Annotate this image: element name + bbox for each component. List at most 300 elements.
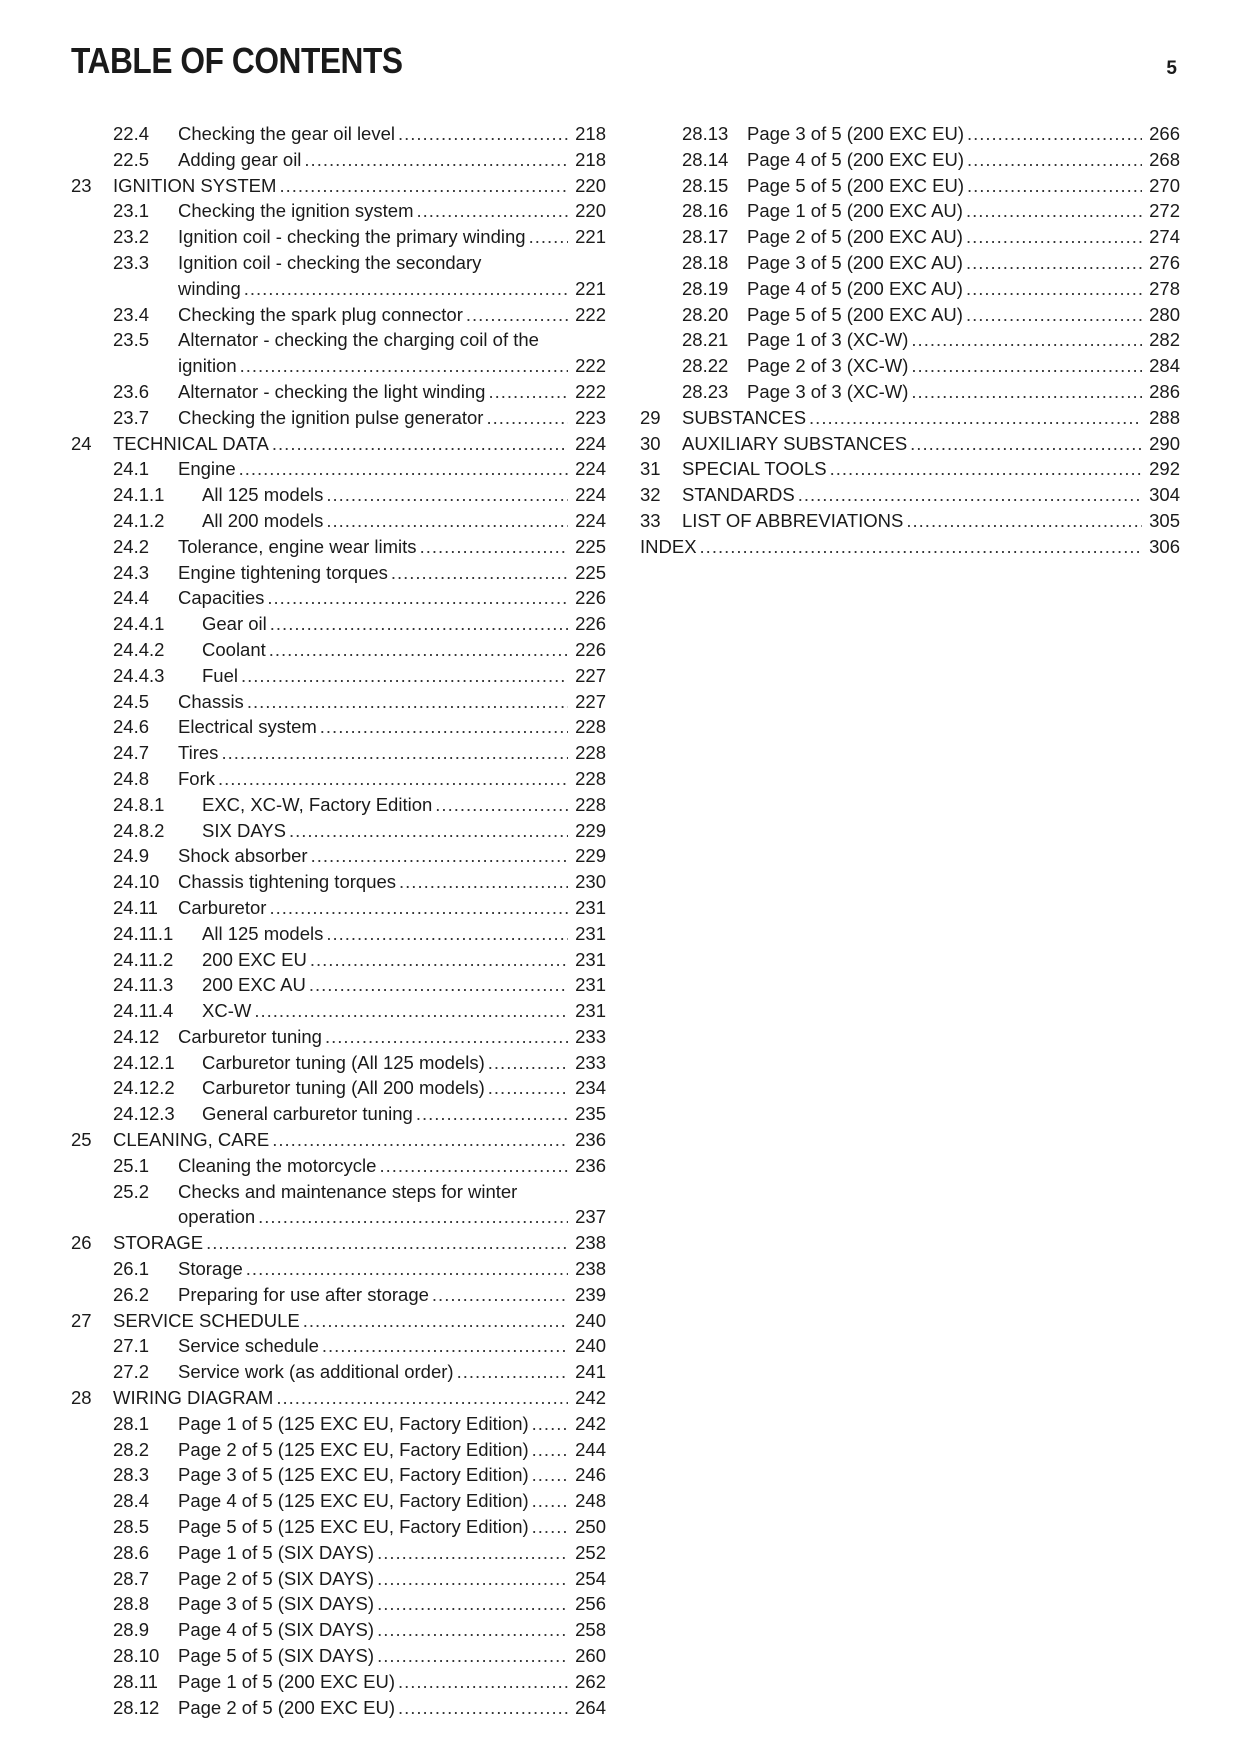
toc-entry[interactable] [71,1617,606,1643]
toc-entry-number: 23.2 [113,226,150,248]
toc-entry[interactable] [640,224,1180,250]
toc-entry[interactable] [640,302,1180,328]
dot-leader [532,1488,568,1514]
toc-entry[interactable] [71,895,606,921]
toc-entry-number: 23.1 [113,200,150,222]
dot-leader [399,869,568,895]
dot-leader [532,1437,568,1463]
dot-leader [529,224,568,250]
toc-entry[interactable] [640,379,1180,405]
toc-entry-page: 231 [575,1000,606,1022]
toc-entry-title: Page 2 of 3 (XC-W) [747,355,909,377]
toc-entry-number: 29 [640,406,661,428]
toc-entry-number: 23.3 [113,251,150,273]
toc-entry[interactable] [71,998,606,1024]
toc-entry-number: 24.8.1 [113,793,165,815]
toc-entry-title: Carburetor tuning [178,1025,322,1047]
toc-entry[interactable] [71,431,606,457]
toc-entry-title: Cleaning the motorcycle [178,1154,377,1176]
toc-entry-title: SPECIAL TOOLS [682,458,827,480]
toc-entry[interactable] [71,843,606,869]
toc-entry-title: Checking the spark plug connector [178,303,463,325]
dot-leader [967,173,1142,199]
toc-entry[interactable] [71,1462,606,1488]
toc-entry-page: 224 [575,484,606,506]
toc-entry[interactable] [71,302,606,328]
toc-entry-title: Page 3 of 3 (XC-W) [747,380,909,402]
toc-entry[interactable] [71,1230,606,1256]
dot-leader [221,740,568,766]
toc-entry-title: Engine tightening torques [178,561,388,583]
toc-entry[interactable] [71,1282,606,1308]
toc-entry[interactable] [640,250,1180,276]
toc-entry-title: Page 4 of 5 (200 EXC AU) [747,277,963,299]
toc-entry-title: Page 2 of 5 (200 EXC EU) [178,1696,395,1718]
toc-entry-page: 256 [575,1593,606,1615]
toc-entry-page: 241 [575,1361,606,1383]
toc-entry-title: Page 5 of 5 (125 EXC EU, Factory Edition) [178,1516,529,1538]
dot-leader [379,1153,568,1179]
dot-leader [532,1462,568,1488]
toc-entry[interactable] [71,1566,606,1592]
toc-entry-page: 272 [1149,200,1180,222]
toc-entry[interactable] [640,353,1180,379]
toc-entry-page: 242 [575,1412,606,1434]
dot-leader [218,766,568,792]
dot-leader [311,843,568,869]
toc-entry[interactable] [71,173,606,199]
toc-entry[interactable] [640,121,1180,147]
toc-entry[interactable] [71,585,606,611]
toc-entry-page: 228 [575,767,606,789]
toc-entry[interactable] [71,456,606,482]
toc-entry[interactable] [71,379,606,405]
toc-entry-page: 226 [575,638,606,660]
toc-entry-title: Tolerance, engine wear limits [178,535,417,557]
dot-leader [906,508,1142,534]
dot-leader [377,1643,568,1669]
toc-entry-title: CLEANING, CARE [113,1129,270,1151]
toc-entry-page: 258 [575,1619,606,1641]
dot-leader [254,998,568,1024]
toc-entry[interactable] [640,198,1180,224]
toc-entry[interactable] [640,456,1180,482]
dot-leader [416,198,568,224]
toc-entry-title: INDEX [640,535,697,557]
toc-entry[interactable] [71,947,606,973]
toc-entry[interactable] [71,1308,606,1334]
toc-entry-title: Service schedule [178,1335,319,1357]
toc-entry-page: 236 [575,1129,606,1151]
toc-entry-title: Capacities [178,587,265,609]
toc-entry-page: 260 [575,1645,606,1667]
toc-entry[interactable] [640,405,1180,431]
dot-leader [488,1075,568,1101]
toc-entry[interactable] [71,689,606,715]
toc-entry-title: Page 3 of 5 (SIX DAYS) [178,1593,375,1615]
dot-leader [377,1566,568,1592]
toc-entry-number: 23.5 [113,329,150,351]
toc-entry[interactable] [71,869,606,895]
toc-right-column [640,121,1180,560]
toc-entry-title: SUBSTANCES [682,406,807,428]
toc-left-column [71,121,606,1720]
toc-entry-title: Page 3 of 5 (200 EXC AU) [747,251,963,273]
toc-entry-page: 224 [575,432,606,454]
toc-entry[interactable] [71,482,606,508]
toc-entry-title: Preparing for use after storage [178,1283,429,1305]
dot-leader [398,1669,568,1695]
toc-entry[interactable] [71,1385,606,1411]
toc-entry[interactable] [71,1643,606,1669]
toc-entry[interactable] [71,740,606,766]
toc-entry-number: 24.12.2 [113,1077,175,1099]
dot-leader [276,1385,568,1411]
toc-entry-number: 24.11.2 [113,948,174,970]
toc-entry[interactable] [640,173,1180,199]
toc-entry-number: 27.2 [113,1361,150,1383]
toc-entry[interactable] [71,1075,606,1101]
toc-entry[interactable] [640,276,1180,302]
dot-leader [911,379,1142,405]
toc-entry[interactable] [71,1669,606,1695]
toc-entry-title: Fork [178,767,215,789]
toc-entry-page: 227 [575,664,606,686]
toc-entry-page: 254 [575,1567,606,1589]
toc-entry-number: 26.1 [113,1258,150,1280]
toc-entry[interactable] [71,1540,606,1566]
toc-entry-number: 24.2 [113,535,150,557]
toc-entry-title: Coolant [202,638,266,660]
toc-entry-number: 28.3 [113,1464,150,1486]
toc-entry-title: 200 EXC EU [202,948,307,970]
toc-entry-title: All 125 models [202,922,324,944]
toc-entry-page: 252 [575,1541,606,1563]
dot-leader [830,456,1142,482]
toc-entry-page: 220 [575,200,606,222]
toc-entry-title: Page 1 of 5 (200 EXC EU) [178,1670,395,1692]
toc-entry-page: 235 [575,1103,606,1125]
toc-entry-number: 28.5 [113,1516,150,1538]
toc-entry-title: Engine [178,458,236,480]
toc-entry-number: 24.8.2 [113,819,165,841]
dot-leader [272,431,568,457]
toc-entry[interactable] [71,250,606,302]
toc-entry[interactable] [640,147,1180,173]
toc-entry[interactable] [640,431,1180,457]
dot-leader [322,1333,568,1359]
toc-entry[interactable] [71,1101,606,1127]
toc-entry-page: 268 [1149,148,1180,170]
toc-entry-title: Ignition coil - checking the secondary [178,251,482,273]
toc-entry-title: Page 1 of 5 (SIX DAYS) [178,1541,375,1563]
toc-entry-page: 223 [575,406,606,428]
toc-entry[interactable] [71,637,606,663]
toc-entry-number: 28.20 [682,303,729,325]
toc-entry-page: 221 [575,277,606,299]
dot-leader [488,379,568,405]
dot-leader [206,1230,568,1256]
toc-entry-number: 24.4 [113,587,150,609]
toc-entry-number: 28.21 [682,329,729,351]
toc-entry[interactable] [71,224,606,250]
toc-entry-number: 28.18 [682,251,729,273]
toc-entry-number: 28.1 [113,1412,150,1434]
toc-entry-number: 25 [71,1129,92,1151]
toc-entry-page: 228 [575,793,606,815]
toc-entry-number: 22.4 [113,123,150,144]
toc-entry[interactable] [71,1024,606,1050]
toc-entry-title: Carburetor tuning (All 125 models) [202,1051,485,1073]
dot-leader [809,405,1142,431]
toc-entry-title: Checking the ignition pulse generator [178,406,484,428]
toc-entry-title: Page 3 of 5 (200 EXC EU) [747,123,964,144]
toc-entry-page: 227 [575,690,606,712]
toc-entry-number: 28.12 [113,1696,160,1718]
toc-entry-number: 33 [640,509,661,531]
toc-entry[interactable] [71,1256,606,1282]
toc-entry-page: 264 [575,1696,606,1718]
toc-entry-page: 234 [575,1077,606,1099]
toc-entry[interactable] [71,1591,606,1617]
toc-entry-title: Carburetor [178,896,267,918]
dot-leader [532,1411,568,1437]
toc-entry-page: 225 [575,561,606,583]
toc-entry[interactable] [71,1050,606,1076]
toc-entry-page: 278 [1149,277,1180,299]
toc-entry[interactable] [71,714,606,740]
toc-entry[interactable] [71,560,606,586]
toc-entry[interactable] [640,508,1180,534]
toc-entry[interactable] [640,534,1180,560]
toc-entry-title: Page 3 of 5 (125 EXC EU, Factory Edition) [178,1464,529,1486]
toc-entry-title: WIRING DIAGRAM [113,1387,274,1409]
toc-entry-page: 228 [575,716,606,738]
toc-entry-page: 305 [1149,509,1180,531]
toc-entry-number: 28.8 [113,1593,150,1615]
toc-entry-number: 24.4.1 [113,613,165,635]
toc-entry[interactable] [71,508,606,534]
toc-entry-page: 236 [575,1154,606,1176]
toc-entry-title: Page 5 of 5 (200 EXC EU) [747,174,964,196]
toc-entry-page: 238 [575,1258,606,1280]
toc-entry-page: 230 [575,871,606,893]
toc-entry-title: LIST OF ABBREVIATIONS [682,509,904,531]
toc-entry-number: 25.1 [113,1154,150,1176]
toc-entry-title: Page 2 of 5 (200 EXC AU) [747,226,963,248]
toc-entry[interactable] [71,1514,606,1540]
toc-entry-page: 225 [575,535,606,557]
toc-entry-page: 237 [575,1206,606,1228]
dot-leader [289,818,568,844]
dot-leader [267,585,568,611]
toc-entry-page: 246 [575,1464,606,1486]
toc-entry-title: Page 4 of 5 (SIX DAYS) [178,1619,375,1641]
toc-entry-number: 27 [71,1309,92,1331]
toc-entry-number: 27.1 [113,1335,150,1357]
toc-entry-title: XC-W [202,1000,252,1022]
toc-entry-page: 288 [1149,406,1180,428]
dot-leader [416,1101,568,1127]
toc-entry-page: 250 [575,1516,606,1538]
dot-leader [398,1695,568,1721]
toc-entry[interactable] [640,482,1180,508]
dot-leader [420,534,568,560]
toc-entry-number: 24.4.2 [113,638,165,660]
toc-entry-title: winding [178,277,241,299]
page-number: 5 [1166,58,1177,79]
toc-entry-page: 238 [575,1232,606,1254]
toc-entry-title: Checking the ignition system [178,200,414,222]
toc-entry-number: 28.14 [682,148,729,170]
toc-entry[interactable] [71,1411,606,1437]
dot-leader [320,714,568,740]
toc-entry-page: 304 [1149,484,1180,506]
dot-leader [967,121,1142,147]
toc-entry-page: 222 [575,355,606,377]
toc-entry-title: Page 5 of 5 (SIX DAYS) [178,1645,375,1667]
toc-entry-number: 24.11.4 [113,1000,174,1022]
toc-entry-title: 200 EXC AU [202,974,306,996]
toc-entry-page: 270 [1149,174,1180,196]
toc-entry[interactable] [71,534,606,560]
toc-entry-page: 233 [575,1025,606,1047]
toc-entry-title: operation [178,1206,256,1228]
toc-entry-page: 244 [575,1438,606,1460]
toc-entry-page: 221 [575,226,606,248]
toc-entry-number: 24.3 [113,561,150,583]
toc-entry-number: 24.6 [113,716,150,738]
toc-entry-page: 231 [575,922,606,944]
toc-entry-number: 28.22 [682,355,729,377]
toc-entry-number: 28 [71,1387,92,1409]
toc-entry[interactable] [71,766,606,792]
toc-entry-title: Page 2 of 5 (SIX DAYS) [178,1567,375,1589]
dot-leader [377,1591,568,1617]
toc-entry[interactable] [71,611,606,637]
toc-entry[interactable] [71,972,606,998]
toc-entry-number: 32 [640,484,661,506]
toc-entry-page: 226 [575,587,606,609]
toc-entry-number: 28.19 [682,277,729,299]
toc-entry[interactable] [71,147,606,173]
toc-entry-title: All 125 models [202,484,324,506]
toc-entry-page: 280 [1149,303,1180,325]
toc-entry-number: 30 [640,432,661,454]
dot-leader [377,1540,568,1566]
dot-leader [309,972,568,998]
toc-entry-number: 24.1 [113,458,150,480]
toc-entry-number: 26.2 [113,1283,150,1305]
toc-entry[interactable] [71,1333,606,1359]
toc-entry[interactable] [71,663,606,689]
toc-entry-page: 224 [575,458,606,480]
toc-entry-page: 224 [575,509,606,531]
toc-entry-title: IGNITION SYSTEM [113,174,277,196]
toc-entry-page: 292 [1149,458,1180,480]
toc-entry-page: 242 [575,1387,606,1409]
toc-entry[interactable] [71,1437,606,1463]
toc-entry-title: EXC, XC-W, Factory Edition [202,793,433,815]
toc-entry[interactable] [71,818,606,844]
toc-entry-page: 231 [575,948,606,970]
toc-entry-number: 25.2 [113,1180,150,1202]
toc-entry-title: Page 1 of 5 (200 EXC AU) [747,200,963,222]
dot-leader [966,250,1142,276]
toc-entry[interactable] [71,405,606,431]
toc-entry-number: 28.2 [113,1438,150,1460]
dot-leader [432,1282,568,1308]
toc-entry-title: Electrical system [178,716,317,738]
toc-entry[interactable] [71,921,606,947]
toc-entry-page: 220 [575,174,606,196]
toc-entry[interactable] [71,121,606,147]
toc-entry-number: 24.12.3 [113,1103,175,1125]
toc-entry-number: 24.9 [113,845,150,867]
dot-leader [269,895,568,921]
dot-leader [244,276,568,302]
dot-leader [304,147,568,173]
toc-entry-page: 284 [1149,355,1180,377]
toc-entry-page: 240 [575,1335,606,1357]
toc-entry-number: 28.17 [682,226,729,248]
toc-entry[interactable] [71,1179,606,1231]
toc-entry[interactable] [71,1488,606,1514]
dot-leader [911,327,1142,353]
toc-entry-title: AUXILIARY SUBSTANCES [682,432,908,454]
toc-entry-page: 282 [1149,329,1180,351]
toc-entry[interactable] [71,1127,606,1153]
toc-entry-number: 24.7 [113,742,150,764]
toc-entry[interactable] [71,198,606,224]
dot-leader [910,431,1142,457]
toc-entry-page: 231 [575,974,606,996]
toc-entry-page: 229 [575,819,606,841]
toc-entry-title: Page 2 of 5 (125 EXC EU, Factory Edition) [178,1438,529,1460]
toc-entry-number: 23 [71,174,92,196]
toc-entry[interactable] [640,327,1180,353]
toc-entry-page: 226 [575,613,606,635]
toc-entry[interactable] [71,1695,606,1721]
toc-entry-number: 24 [71,432,92,454]
toc-entry-number: 24.1.1 [113,484,165,506]
toc-entry[interactable] [71,1359,606,1385]
dot-leader [967,147,1142,173]
toc-entry-number: 28.13 [682,123,729,144]
toc-entry-number: 28.15 [682,174,729,196]
dot-leader [326,482,568,508]
toc-entry-title: STANDARDS [682,484,795,506]
toc-entry[interactable] [71,327,606,379]
toc-entry-page: 240 [575,1309,606,1331]
dot-leader [966,276,1142,302]
toc-entry-number: 23.4 [113,303,150,325]
toc-entry[interactable] [71,1153,606,1179]
toc-entry-title: Alternator - checking the charging coil of the [178,329,539,351]
toc-entry-title: Page 1 of 5 (125 EXC EU, Factory Edition) [178,1412,529,1434]
toc-entry-number: 28.10 [113,1645,160,1667]
toc-entry-title: Fuel [202,664,238,686]
toc-entry-number: 22.5 [113,148,150,170]
toc-entry-title: Shock absorber [178,845,308,867]
toc-entry[interactable] [71,792,606,818]
toc-entry-title: Storage [178,1258,243,1280]
toc-entry-title: ignition [178,355,237,377]
dot-leader [911,353,1142,379]
toc-entry-title: Page 1 of 3 (XC-W) [747,329,909,351]
toc-entry-number: 28.4 [113,1490,150,1512]
dot-leader [377,1617,568,1643]
